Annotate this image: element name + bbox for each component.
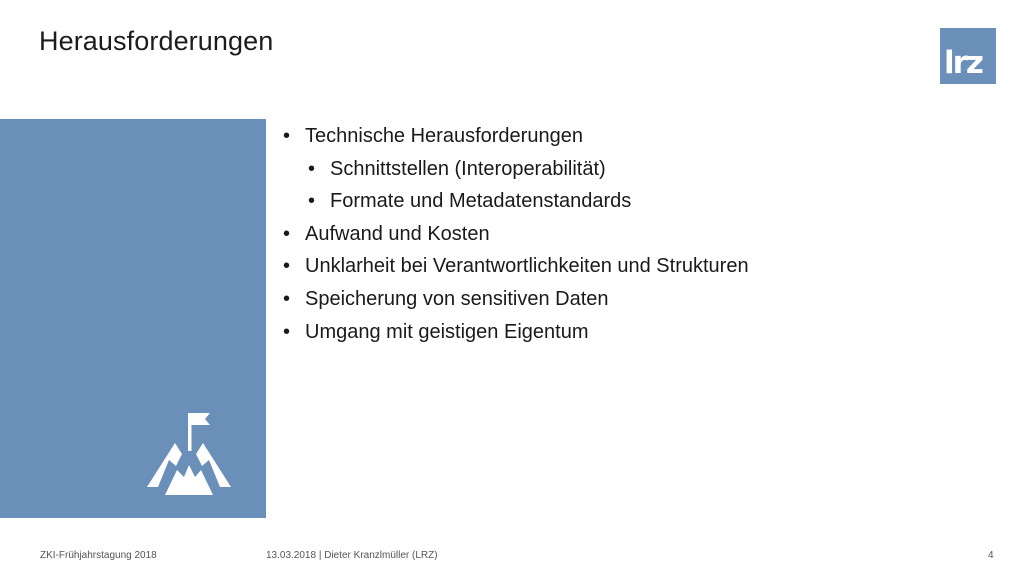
logo-text: lrz [944, 45, 982, 81]
bullet-dot: • [283, 320, 291, 343]
footer-info: 13.03.2018 | Dieter Kranzlmüller (LRZ) [266, 550, 438, 561]
bullet-list [282, 120, 749, 348]
lrz-logo [940, 28, 996, 84]
bullet-item [282, 250, 749, 283]
bullet-item [282, 120, 749, 153]
bullet-dot: • [283, 222, 291, 245]
footer-event: ZKI-Frühjahrstagung 2018 [40, 550, 157, 561]
bullet-item [282, 153, 749, 186]
bullet-text: Unklarheit bei Verantwortlichkeiten und Strukturen [305, 255, 749, 278]
bullet-text: Technische Herausforderungen [305, 125, 583, 147]
slide-title: Herausforderungen [39, 26, 274, 56]
bullet-text: Schnittstellen (Interoperabilität) [330, 157, 606, 180]
bullet-dot: • [283, 255, 291, 278]
bullet-item [282, 185, 749, 218]
bullet-text: Speicherung von sensitiven Daten [305, 287, 609, 310]
bullet-text: Aufwand und Kosten [305, 222, 490, 245]
page-number: 4 [988, 550, 994, 561]
bullet-dot: • [283, 125, 291, 147]
bullet-dot: • [308, 157, 316, 180]
bullet-item [282, 218, 749, 251]
bullet-item [282, 283, 749, 316]
bullet-dot: • [283, 287, 291, 310]
mountain-flag-icon [144, 410, 234, 498]
bullet-text: Formate und Metadatenstandards [330, 190, 632, 213]
bullet-item [282, 316, 749, 349]
bullet-text: Umgang mit geistigen Eigentum [305, 320, 589, 343]
bullet-dot: • [308, 190, 316, 213]
